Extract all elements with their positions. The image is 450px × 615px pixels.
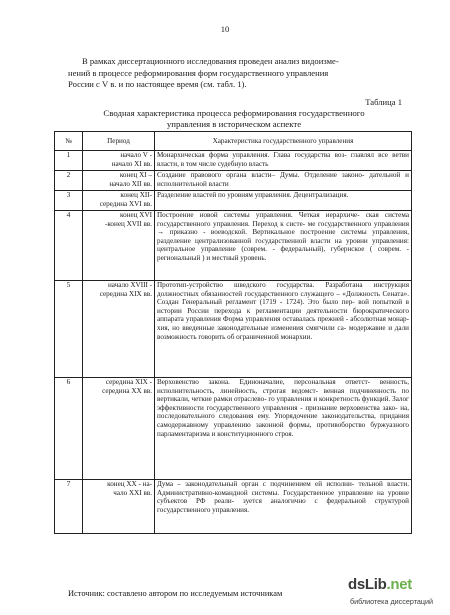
row-description: Верховенство закона. Единоначалие, персональная ответст- венность, исполнительность, линейность, строгая ведомст- венная подчиненность по вертикали, четкие рамки отраслево- го управления и конкретность функций. Залог эффективности государственного управления - признание верховенства зако- на, последовательного следования ему. Упорядочение законодательства, придания самодержавному управлению законной формы, противоборство буржуазного парламентаризма и конституционного строя. <box>155 378 412 480</box>
row-period: конец XX - на- чало XXI вв. <box>83 480 155 534</box>
row-number: 5 <box>55 281 83 378</box>
intro-line: нений в процессе реформирования форм государственного управления <box>68 67 329 78</box>
header-number: № <box>55 132 83 151</box>
table-title-line: управления в историческом аспекте <box>166 119 302 129</box>
row-description: Построение новой системы управления. Четкая иерархиче- ская система государственного управления. Переход к систе- ме государственного управления → приказно - воеводской. Вертикальное построение системы управления, разделение централизованной государственной власти на уровни управления: центральное управление (соврем. - федеральный), губернское ( соврем. - региональный ) и местный уровень. <box>155 211 412 281</box>
table-row <box>55 378 412 480</box>
intro-line: России с V в. и по настоящее время (см. табл. 1). <box>68 79 247 90</box>
table-row <box>55 211 412 281</box>
intro-paragraph <box>68 56 408 91</box>
row-period: начало V - начало XI вв. <box>83 151 155 171</box>
row-number: 7 <box>55 480 83 534</box>
row-number: 1 <box>55 151 83 171</box>
watermark-logo <box>348 576 412 593</box>
table-label: Таблица 1 <box>365 97 402 107</box>
source-note: Источник: составлено автором по исследуемым источникам <box>68 589 283 598</box>
header-period: Период <box>83 132 155 151</box>
row-description: Прототип-устройство шведского государства. Разработана инструкция должностных обязанностей государственного служащего – «Должность Сената». Создан Генеральный регламент (1719 - 1724). Это было пер- вой попыткой в истории России перехода к регламентации деятельности бюрократического аппарата управления Форма управления оставалась прежней - абсолютная монар- хия, но введенные законодательные изменения смягчили са- модержавие и дали возможность говорить об ограниченной монархии. <box>155 281 412 378</box>
dslib-watermark <box>340 576 448 612</box>
row-number: 3 <box>55 191 83 211</box>
row-description: Дума – законодательный орган с подчинением ей исполни- тельной власти. Административно-командной системы. Государственное управление на уровне субъектов РФ реали- зуется аналогично с федеральной структурой государственного управления. <box>155 480 412 534</box>
table-row <box>55 151 412 171</box>
page-number: 10 <box>220 24 230 34</box>
summary-table <box>54 131 412 534</box>
table-row <box>55 480 412 534</box>
row-number: 2 <box>55 171 83 191</box>
row-period: конец XVI -конец XVII вв. <box>83 211 155 281</box>
row-period: конец XII- середина XVI вв. <box>83 191 155 211</box>
header-characteristic: Характеристика государственного управления <box>155 132 412 151</box>
watermark-domain: .net <box>386 576 412 593</box>
watermark-subtitle: библиотека диссертаций <box>350 597 434 606</box>
row-number: 6 <box>55 378 83 480</box>
row-number: 4 <box>55 211 83 281</box>
row-period: середина XIX - середина XX вв. <box>83 378 155 480</box>
row-description: Монархическая форма управления. Глава государства воз- главлял все ветви власти, в том числе судебную власть <box>155 151 412 171</box>
table-header-row <box>55 132 412 151</box>
table-row <box>55 191 412 211</box>
row-period: конец XI – начало XII вв. <box>83 171 155 191</box>
row-period: начало XVIII - середина XIX вв. <box>83 281 155 378</box>
table-row <box>55 171 412 191</box>
watermark-name: dsLib <box>348 576 387 593</box>
intro-line: В рамках диссертационного исследования проведен анализ видоизме- <box>82 56 339 66</box>
row-description: Разделение властей по уровням управления. Децентрализация. <box>155 191 412 211</box>
table-title-line: Сводная характеристика процесса реформирования государственного <box>103 108 365 118</box>
row-description: Создание правового органа власти– Думы. Отделение законо- дательной и исполнительной власти <box>155 171 412 191</box>
table-row <box>55 281 412 378</box>
table-title <box>54 108 414 130</box>
